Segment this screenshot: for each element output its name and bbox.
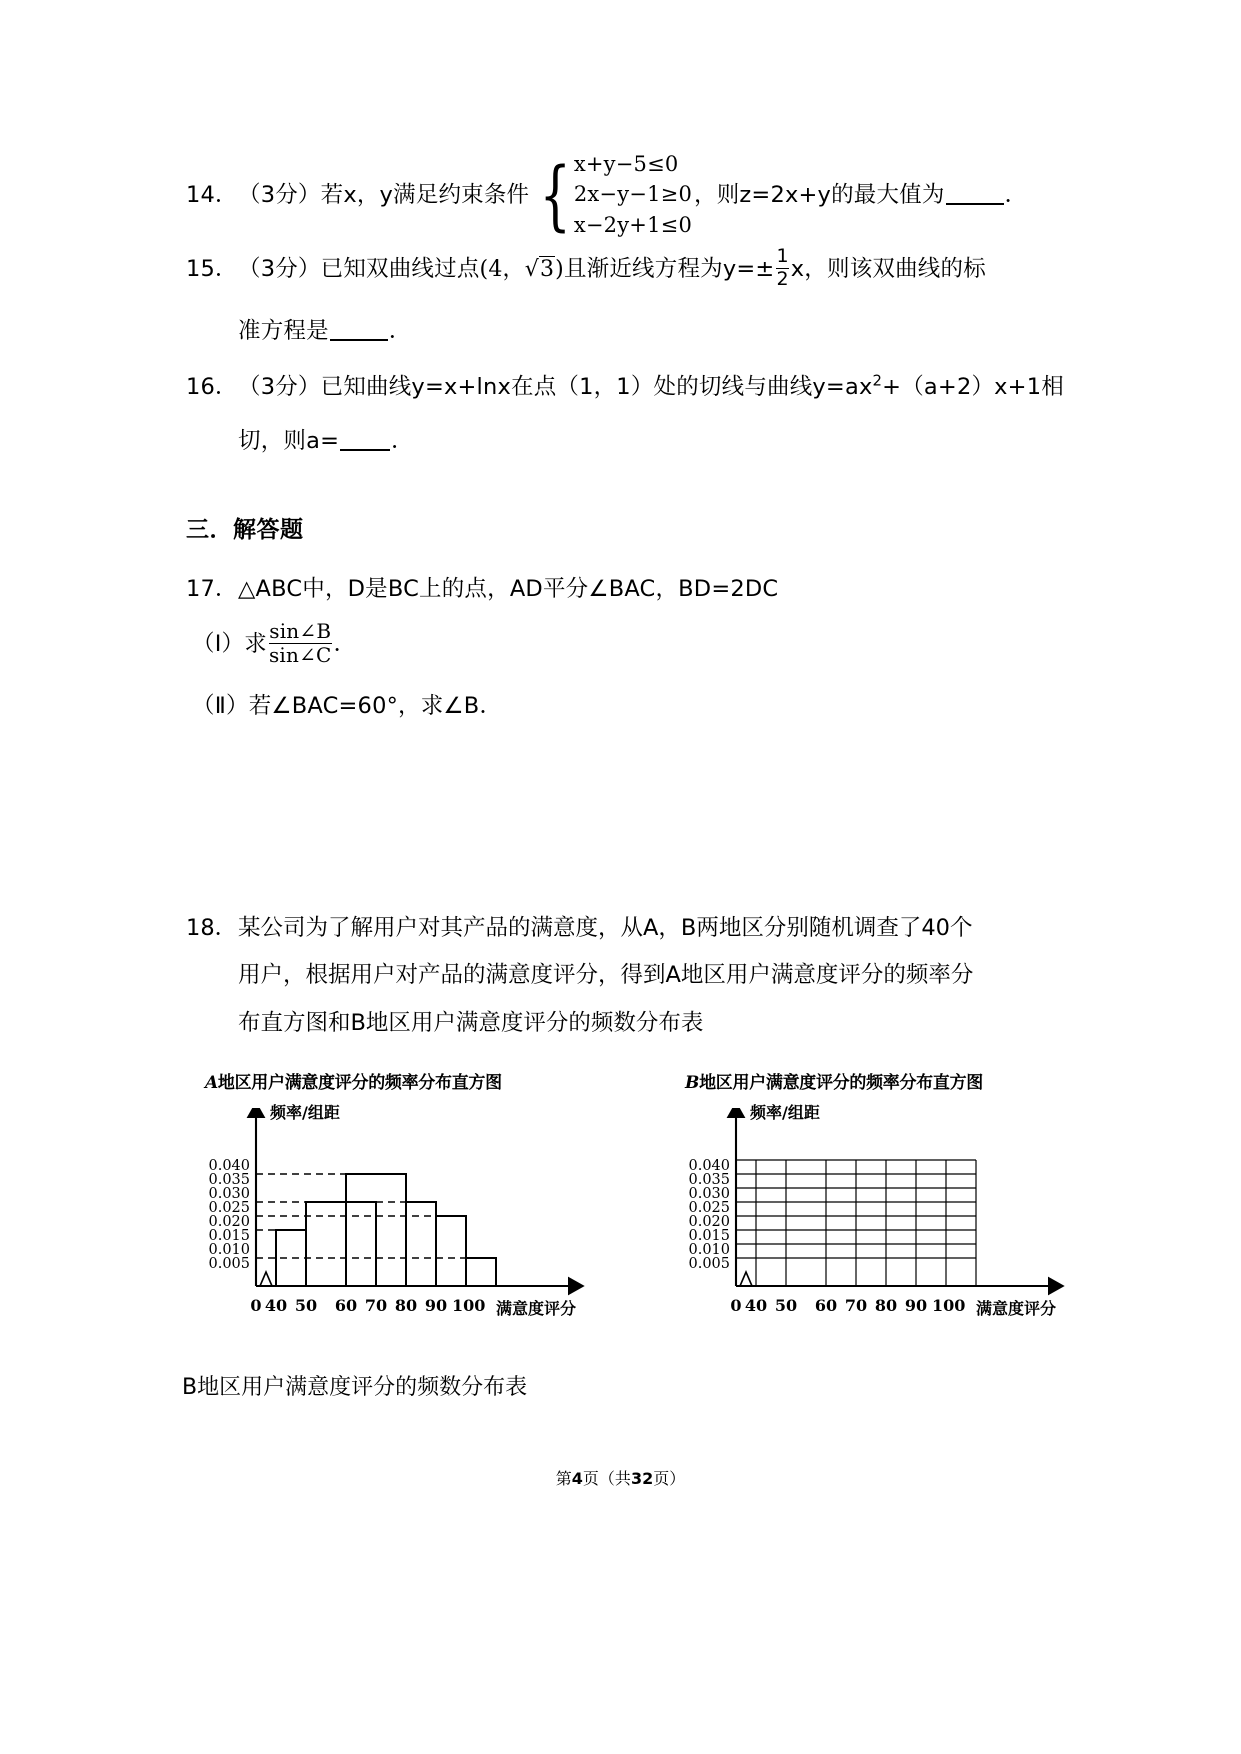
question-16-exponent: 2 [872,371,883,390]
chart-a-axis-break-icon [260,1272,272,1286]
chart-a-ytick-4: 0.020 [208,1214,250,1230]
question-16-line2 [186,420,414,464]
chart-a-x-axis-label: 满意度评分 [496,1299,577,1318]
question-15-after-frac: x，则该双曲线的标 [790,256,986,282]
part-1-label: （Ⅰ） [192,631,245,657]
chart-a-histogram [200,1068,650,1368]
chart-a-ytick-5: 0.015 [208,1228,250,1244]
fraction-denominator: sin∠C [268,643,332,667]
footer-total-pages: 32 [630,1469,654,1488]
chart-a-title-rest: 地区用户满意度评分的频率分布直方图 [217,1073,502,1093]
chart-b-xtick-60: 60 [814,1296,838,1315]
footer-suffix: 页） [653,1469,686,1488]
question-17-part-2 [192,685,502,729]
question-16 [186,366,1064,410]
chart-b-xtick-90: 90 [904,1296,928,1315]
chart-b-xtick-70: 70 [844,1296,868,1315]
question-15-line2-lead: 准方程是 [238,318,329,344]
fraction-one-half [776,247,788,290]
question-17-number: 17． [186,576,238,602]
footer-mid: 页（共 [582,1469,631,1488]
question-18-line-1 [186,905,1066,952]
chart-b-ytick-0: 0.040 [688,1158,730,1174]
chart-a-title [205,1068,502,1093]
fraction-numerator: 1 [776,245,789,268]
question-14-number: 14． [186,182,238,209]
chart-a-xtick-80: 80 [394,1296,418,1315]
chart-a-xtick-60: 60 [334,1296,358,1315]
question-14-system [531,149,692,240]
chart-b-title [685,1068,983,1093]
question-18-line1-text: 某公司为了解用户对其产品的满意度，从A，B两地区分别随机调查了40个 [238,915,973,941]
fraction-denominator: 2 [776,268,789,290]
chart-a-ytick-6: 0.010 [208,1242,250,1258]
chart-b-ytick-7: 0.005 [688,1256,730,1272]
chart-a-bar-70-80 [406,1202,436,1286]
chart-a-xtick-0: 0 [250,1296,262,1315]
question-18-number: 18． [186,915,238,941]
chart-b-xtick-80: 80 [874,1296,898,1315]
chart-a-bar-80-90 [436,1216,466,1286]
question-16-line1-tail: +（a+2）x+1相 [882,374,1064,400]
chart-b-ytick-4: 0.020 [688,1214,730,1230]
question-14-period: ． [1004,182,1028,209]
chart-b-xtick-50: 50 [774,1296,798,1315]
part-1-period: ． [333,631,357,657]
chart-b-ytick-3: 0.025 [688,1200,730,1216]
question-15-point: (4，√3) [479,257,564,282]
chart-a-xtick-50: 50 [294,1296,318,1315]
frequency-table-caption: B地区用户满意度评分的频数分布表 [182,1375,528,1400]
point-x-value: 4 [488,257,503,282]
answer-blank-15[interactable] [330,339,388,341]
chart-b-axis-break-icon [740,1272,752,1286]
chart-b-ytick-1: 0.035 [688,1172,730,1188]
part-2-text: 若∠BAC=60°，求∠B． [248,693,503,719]
page-footer [0,1466,1241,1489]
chart-b-ytick-6: 0.010 [688,1242,730,1258]
chart-b-title-prefix: B [685,1073,700,1093]
chart-a-ytick-3: 0.025 [208,1200,250,1216]
chart-b-xtick-100: 100 [932,1296,966,1315]
chart-a-xtick-70: 70 [364,1296,388,1315]
left-brace-glyph: { [539,150,572,240]
question-15-points: （3分） [238,256,321,282]
question-18-line-3: 布直方图和B地区用户满意度评分的频数分布表 [238,1009,704,1036]
question-15-mid: 且渐近线方程为y=± [563,256,775,282]
question-16-number: 16． [186,374,238,400]
question-17-text: △ABC中，D是BC上的点，AD平分∠BAC，BD=2DC [238,576,779,602]
point-y-value: 3 [539,257,555,282]
question-14 [186,150,1027,241]
question-18-line-2: 用户，根据用户对产品的满意度评分，得到A地区用户满意度评分的频率分 [238,962,974,989]
question-16-line2-lead: 切，则a= [238,428,340,454]
chart-b-svg [680,1108,1130,1368]
chart-a-xtick-90: 90 [424,1296,448,1315]
answer-blank-14[interactable] [946,203,1004,205]
chart-a-y-axis-label: 频率/组距 [270,1103,340,1122]
chart-b-grid-vertical [756,1160,976,1286]
system-row-2: 2x−y−1≥0 [573,182,693,207]
chart-a-ytick-0: 0.040 [208,1158,250,1174]
chart-a-xtick-100: 100 [452,1296,486,1315]
question-14-tail: ，则z=2x+y的最大值为 [694,182,945,209]
question-15-line2 [186,310,412,354]
system-row-3: x−2y+1≤0 [573,212,693,237]
answer-blank-16[interactable] [340,449,390,451]
section-heading-3: 三．解答题 [186,517,304,543]
chart-a-svg [200,1108,650,1368]
chart-a-bar-50-60 [306,1202,376,1286]
fraction-numerator: sin∠B [269,619,332,643]
question-17-part-1 [192,619,357,667]
question-14-points: （3分） [238,182,321,209]
chart-b-y-axis-label: 频率/组距 [750,1103,820,1122]
footer-prefix: 第 [555,1469,572,1488]
question-16-points: （3分） [238,374,321,400]
chart-a-ytick-1: 0.035 [208,1172,250,1188]
question-18 [186,905,1066,1047]
question-16-line1: 已知曲线y=x+lnx在点（1，1）处的切线与曲线y=ax [320,374,873,400]
footer-page-number: 4 [571,1469,583,1488]
chart-b-xtick-40: 40 [744,1296,768,1315]
part-2-label: （Ⅱ） [192,693,249,719]
chart-b-title-rest: 地区用户满意度评分的频率分布直方图 [699,1073,983,1093]
question-15 [186,245,986,292]
question-14-lead: 若x，y满足约束条件 [320,182,530,209]
chart-a-xtick-40: 40 [264,1296,288,1315]
sqrt-symbol: √3 [524,257,555,282]
part-1-verb: 求 [244,631,267,657]
chart-a-bar-90-100 [466,1258,496,1286]
chart-b-histogram [680,1068,1130,1368]
question-16-line2-period: ． [391,428,414,454]
fraction-sin-b-over-sin-c [269,621,332,666]
system-row-1: x+y−5≤0 [573,152,679,176]
chart-a-title-prefix: A [205,1073,218,1093]
chart-b-ytick-5: 0.015 [688,1228,730,1244]
question-17 [186,568,778,612]
chart-b-xtick-0: 0 [730,1296,742,1315]
chart-a-ytick-2: 0.030 [208,1186,250,1202]
chart-b-ytick-2: 0.030 [688,1186,730,1202]
question-15-line2-period: ． [388,318,412,344]
question-15-lead: 已知双曲线过点 [320,256,480,282]
question-15-number: 15． [186,256,238,282]
chart-a-ytick-7: 0.005 [208,1256,250,1272]
chart-b-x-axis-label: 满意度评分 [976,1299,1057,1318]
